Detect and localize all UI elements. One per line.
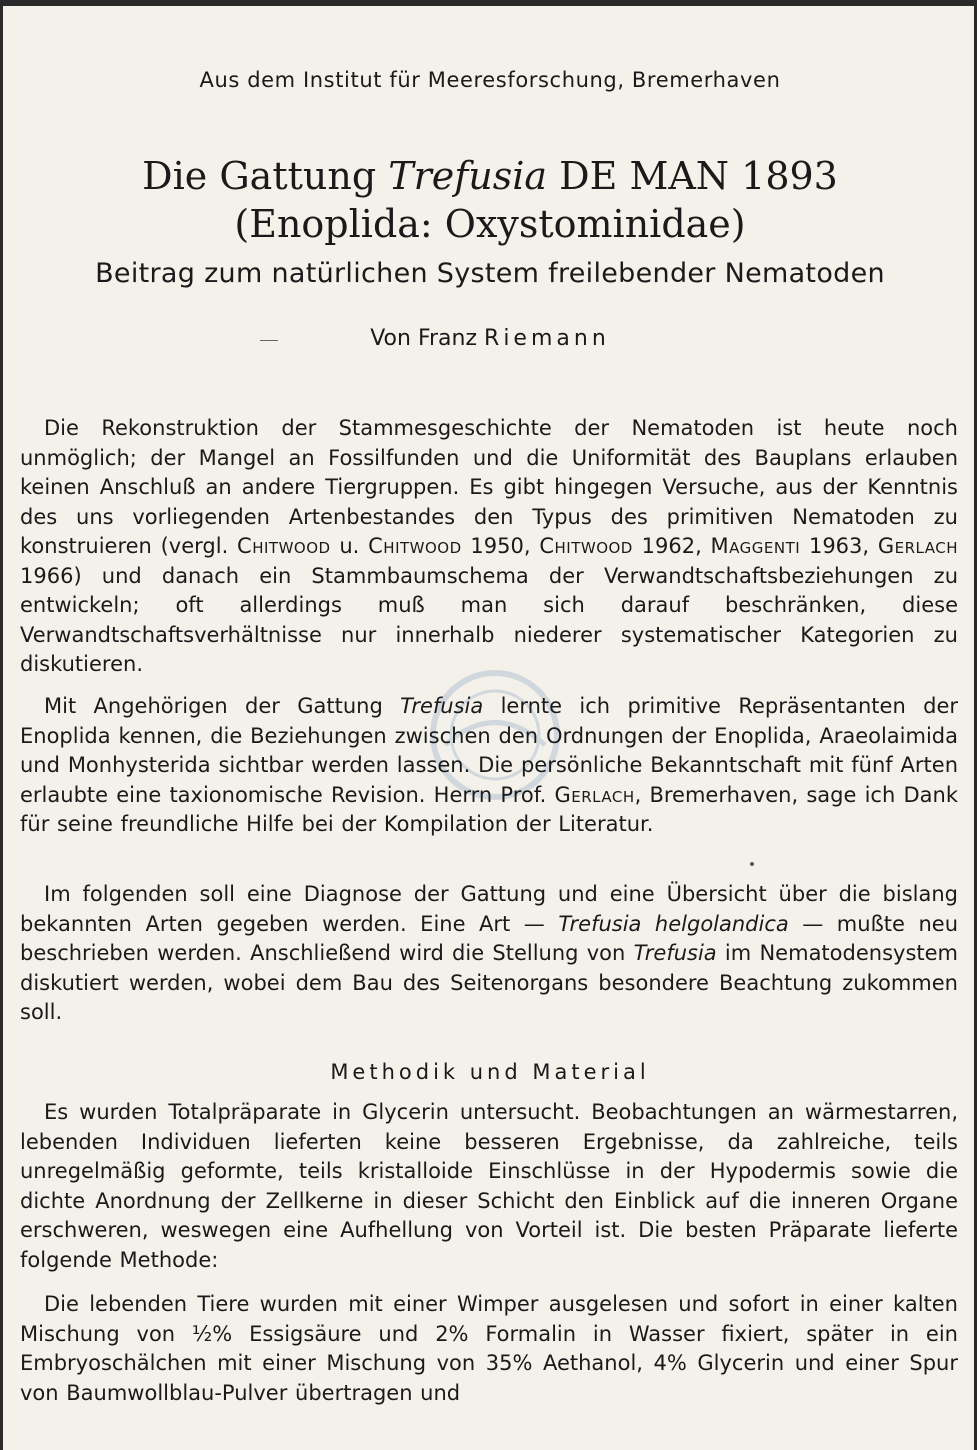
author-surname: Riemann — [484, 326, 610, 351]
paragraph-fixation — [20, 1290, 958, 1408]
author-prefix: Von Franz — [370, 326, 485, 351]
p3-text-a: Im folgenden soll eine Diagnose der Gattung und eine Übersicht über die bislang bekannten Arten gegeben werden. Eine Art — — [20, 882, 958, 936]
institute-line: Aus dem Institut für Meeresforschung, Bremerhaven — [199, 68, 781, 92]
author-ref: Chitwood — [237, 534, 331, 558]
paper-page — [20, 0, 960, 1450]
p1-text-d: 1962, — [632, 534, 711, 558]
p1-text-f: 1966) und danach ein Stammbaumschema der Verwandtschaftsbeziehungen zu entwickeln; oft allerdings muß man sich darauf beschränken, diese Verwandtschaftsverhältnisse nur innerhalb niederer systematischer Kategorien zu diskutieren. — [20, 563, 958, 676]
genus-name: Trefusia — [400, 694, 484, 718]
p2-text-a: Mit Angehörigen der Gattung — [44, 694, 401, 718]
paper-title — [20, 152, 960, 248]
genus-name: Trefusia — [633, 941, 717, 965]
paper-subtitle: Beitrag zum natürlichen System freilebender Nematoden — [95, 258, 885, 289]
p1-text-c: 1950, — [461, 534, 540, 558]
scan-border-left — [0, 0, 3, 1450]
title-pre: Die Gattung — [142, 154, 389, 198]
p5-text: Die lebenden Tiere wurden mit einer Wimper ausgelesen und sofort in einer kalten Mischung von ½% Essigsäure und 2% Formalin in Wasser fixiert, später in ein Embryoschälchen mit einer Mischung von 35% Aethanol, 4% Glycerin und einer Spur von Baumwollblau-Pulver übertragen und — [20, 1292, 958, 1405]
author-ref: Chitwood — [368, 534, 462, 558]
p1-text-e: 1963, — [800, 534, 878, 558]
author-ref: Chitwood — [539, 534, 633, 558]
title-line-2: (Enoplida: Oxystominidae) — [234, 202, 746, 246]
p1-text-b: u. — [330, 534, 369, 558]
title-genus: Trefusia — [388, 154, 548, 198]
section-heading-methods: Methodik und Material — [330, 1060, 650, 1084]
title-post: DE MAN 1893 — [547, 154, 838, 198]
p4-text: Es wurden Totalpräparate in Glycerin untersucht. Beobachtungen an wärmestarren, lebenden Individuen lieferten keine besseren Ergebnisse, da zahlreiche, teils unregelmäßig geformte, teils kristalloide Einschlüsse in der Hypodermis sowie die dichte Anordnung der Zellkerne in dieser Schicht den Einblick auf die inneren Organe erschweren, weswegen eine Aufhellung von Vorteil ist. Die besten Präparate lieferte folgende Methode: — [20, 1100, 958, 1272]
author-ref: Gerlach — [877, 534, 958, 558]
speck — [750, 862, 754, 866]
p1-text-a: Die Rekonstruktion der Stammesgeschichte der Nematoden ist heute noch unmöglich; der Mangel an Fossilfunden und die Uniformität des Bauplans erlauben keinen Anschluß an andere Tiergruppen. Es gibt hingegen Versuche, aus der Kenntnis des uns vorliegenden Artenbestandes den Typus des primitiven Nematoden zu konstruieren (vergl. — [20, 416, 958, 558]
title-line-1 — [20, 152, 960, 200]
paragraph-intro — [20, 414, 958, 680]
paragraph-methods — [20, 1098, 958, 1275]
p3-text-b: — mußte neu beschrieben werden. Anschließend wird die Stellung von — [20, 911, 959, 965]
author-ref: Maggenti — [710, 534, 801, 558]
p2-text-b: lernte ich primitive Repräsentanten der Enoplida kennen, die Beziehungen zwischen den Ordnungen der Enoplida, Araeolaimida und Monhysterida sichtbar werden lassen. Die persönliche Bekanntschaft mit fünf Arten erlaubte eine taxionomische Revision. Herrn Prof. — [20, 694, 958, 807]
author-line — [20, 326, 960, 351]
author-ref: Gerlach — [554, 782, 635, 807]
p3-text-c: im Nematodensystem diskutiert werden, wobei dem Bau des Seitenorgans besondere Beachtung zukommen soll. — [20, 941, 958, 1024]
paragraph-outline — [20, 880, 958, 1028]
paragraph-acknowledgement — [20, 692, 958, 840]
species-name: Trefusia helgolandica — [558, 911, 789, 936]
p2-text-c: , Bremerhaven, sage ich Dank für seine freundliche Hilfe bei der Kompilation der Literatur. — [20, 782, 958, 836]
